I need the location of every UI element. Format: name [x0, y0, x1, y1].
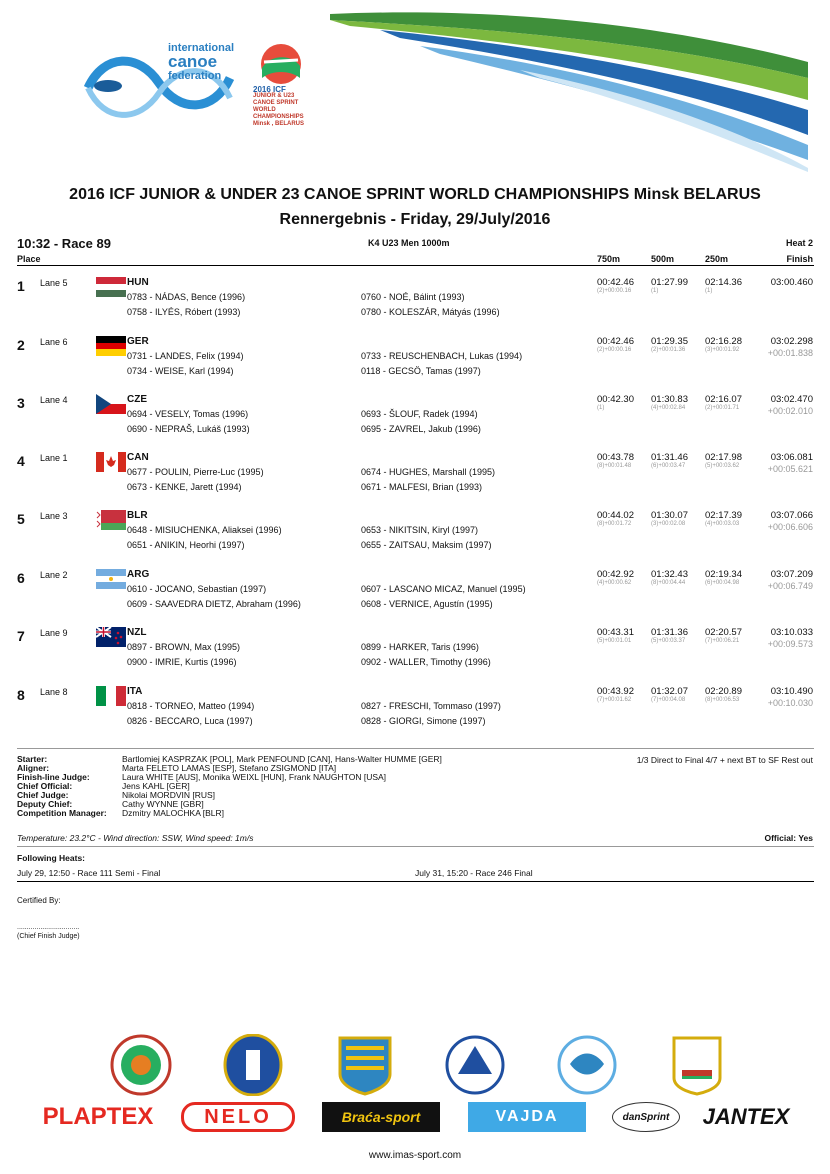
- split-250: 02:17.39: [705, 510, 742, 521]
- finish-time: 03:00.460: [770, 277, 813, 288]
- ger-flag-icon: [96, 336, 126, 356]
- sponsor-seal-5-icon: [556, 1034, 618, 1096]
- split-250: 02:20.57: [705, 627, 742, 638]
- split-250-gap: (4)+00:03.03: [705, 521, 740, 527]
- blr-flag-icon: [96, 510, 126, 530]
- crew-member: 0693 - ŠLOUF, Radek (1994): [361, 409, 478, 419]
- official-role-label: Chief Judge:: [17, 790, 69, 800]
- split-500-gap: (7)+00:04.08: [651, 697, 686, 703]
- finish-gap: +00:02.010: [767, 406, 813, 416]
- sponsor-braca-logo: Braća-sport: [322, 1102, 440, 1132]
- col-place: Place: [17, 254, 41, 264]
- split-500: 01:30.07: [651, 510, 688, 521]
- crew-member: 0607 - LASCANO MICAZ, Manuel (1995): [361, 584, 526, 594]
- certified-label: Certified By:: [17, 896, 61, 905]
- result-row: [0, 627, 830, 685]
- following-divider: [17, 881, 814, 882]
- split-500-gap: (8)+00:04.44: [651, 580, 686, 586]
- crew-member: 0673 - KENKE, Jarett (1994): [127, 482, 242, 492]
- finish-gap: +00:05.621: [767, 464, 813, 474]
- sponsor-seal-3-icon: [334, 1034, 396, 1096]
- place-number: 3: [17, 395, 25, 411]
- split-500-gap: (5)+00:03.37: [651, 638, 686, 644]
- nation-code: ITA: [127, 686, 143, 697]
- split-750-gap: (8)+00:01.48: [597, 463, 632, 469]
- finish-gap: +00:09.573: [767, 639, 813, 649]
- split-500-gap: (3)+00:02.08: [651, 521, 686, 527]
- split-750: 00:42.92: [597, 569, 634, 580]
- crew-member: 0694 - VESELY, Tomas (1996): [127, 409, 249, 419]
- ita-flag-icon: [96, 686, 126, 706]
- col-250: 250m: [705, 254, 729, 264]
- official-names: Jens KAHL [GER]: [122, 781, 190, 791]
- sponsor-dansprint-logo: danSprint: [612, 1102, 680, 1132]
- sponsor-seal-6-icon: [666, 1034, 728, 1096]
- lane-label: Lane 6: [40, 337, 68, 347]
- split-500: 01:30.83: [651, 394, 688, 405]
- following-heat-2: July 31, 15:20 - Race 246 Final: [415, 868, 533, 878]
- split-750: 00:42.46: [597, 277, 634, 288]
- crew-member: 0828 - GIORGI, Simone (1997): [361, 716, 486, 726]
- nzl-flag-icon: [96, 627, 126, 647]
- finish-time: 03:10.033: [770, 627, 813, 638]
- nation-code: GER: [127, 336, 149, 347]
- split-250: 02:19.34: [705, 569, 742, 580]
- split-250: 02:16.07: [705, 394, 742, 405]
- split-500-gap: (4)+00:02.84: [651, 405, 686, 411]
- official-names: Marta FELETO LAMAS [ESP], Stefano ZSIGMOND [ITA]: [122, 763, 337, 773]
- result-row: [0, 394, 830, 452]
- crew-member: 0608 - VERNICE, Agustín (1995): [361, 599, 493, 609]
- crew-member: 0783 - NÁDAS, Bence (1996): [127, 292, 246, 302]
- official-role-label: Competition Manager:: [17, 808, 107, 818]
- sponsor-vajda-logo: VAJDA: [468, 1102, 586, 1132]
- result-row: [0, 277, 830, 335]
- nation-code: HUN: [127, 277, 149, 288]
- split-750-gap: (2)+00:00.16: [597, 288, 632, 294]
- crew-member: 0655 - ZAITSAU, Maksim (1997): [361, 540, 492, 550]
- place-number: 7: [17, 628, 25, 644]
- split-250: 02:20.89: [705, 686, 742, 697]
- split-500: 01:32.07: [651, 686, 688, 697]
- split-750-gap: (8)+00:01.72: [597, 521, 632, 527]
- crew-member: 0695 - ZAVREL, Jakub (1996): [361, 424, 481, 434]
- icf-logo-text: international canoe federation: [168, 42, 235, 82]
- split-500: 01:27.99: [651, 277, 688, 288]
- official-role-label: Deputy Chief:: [17, 799, 73, 809]
- finish-time: 03:07.209: [770, 569, 813, 580]
- crew-member: 0780 - KOLESZÁR, Mátyás (1996): [361, 307, 500, 317]
- split-750: 00:42.46: [597, 336, 634, 347]
- chief-finish-judge-label: (Chief Finish Judge): [17, 933, 80, 940]
- crew-member: 0610 - JOCANO, Sebastian (1997): [127, 584, 267, 594]
- split-250-gap: (6)+00:04.98: [705, 580, 740, 586]
- split-750: 00:43.31: [597, 627, 634, 638]
- following-heats-label: Following Heats:: [17, 853, 85, 863]
- nation-code: CZE: [127, 394, 147, 405]
- lane-label: Lane 5: [40, 278, 68, 288]
- split-250-gap: (8)+00:06.53: [705, 697, 740, 703]
- split-750: 00:42.30: [597, 394, 634, 405]
- finish-time: 03:02.298: [770, 336, 813, 347]
- official-names: Nikolai MORDVIN [RUS]: [122, 790, 216, 800]
- lane-label: Lane 1: [40, 453, 68, 463]
- header-divider: [17, 265, 814, 266]
- split-750-gap: (7)+00:01.62: [597, 697, 632, 703]
- arg-flag-icon: [96, 569, 126, 589]
- place-number: 2: [17, 337, 25, 353]
- split-750-gap: (1): [597, 405, 605, 411]
- footer-url: www.imas-sport.com: [368, 1150, 462, 1161]
- lane-label: Lane 8: [40, 687, 68, 697]
- finish-gap: +00:06.749: [767, 581, 813, 591]
- race-time: 10:32 - Race 89: [17, 236, 111, 251]
- place-number: 6: [17, 570, 25, 586]
- finish-time: 03:06.081: [770, 452, 813, 463]
- nation-code: ARG: [127, 569, 150, 580]
- crew-member: 0674 - HUGHES, Marshall (1995): [361, 467, 496, 477]
- crew-member: 0734 - WEISE, Karl (1994): [127, 366, 234, 376]
- race-event: K4 U23 Men 1000m: [368, 238, 450, 248]
- crew-member: 0653 - NIKITSIN, Kiryl (1997): [361, 525, 479, 535]
- split-250-gap: (1): [705, 288, 713, 294]
- lane-label: Lane 4: [40, 395, 68, 405]
- official-names: Laura WHITE [AUS], Monika WEIXL [HUN], Frank NAUGHTON [USA]: [122, 772, 387, 782]
- lane-label: Lane 3: [40, 511, 68, 521]
- lane-label: Lane 9: [40, 628, 68, 638]
- col-750: 750m: [597, 254, 621, 264]
- place-number: 1: [17, 278, 25, 294]
- result-row: [0, 510, 830, 568]
- sponsor-jantex-logo: JANTEX: [702, 1104, 790, 1129]
- split-750: 00:44.02: [597, 510, 634, 521]
- crew-member: 0827 - FRESCHI, Tommaso (1997): [361, 701, 501, 711]
- split-750: 00:43.92: [597, 686, 634, 697]
- split-250: 02:14.36: [705, 277, 742, 288]
- result-row: [0, 336, 830, 394]
- crew-member: 0900 - IMRIE, Kurtis (1996): [127, 657, 237, 667]
- nation-code: CAN: [127, 452, 149, 463]
- signature-line: ................................: [17, 924, 80, 931]
- crew-member: 0609 - SAAVEDRA DIETZ, Abraham (1996): [127, 599, 301, 609]
- page-title: 2016 ICF JUNIOR & UNDER 23 CANOE SPRINT WORLD CHAMPIONSHIPS Minsk BELARUS: [69, 186, 761, 203]
- split-500-gap: (6)+00:03.47: [651, 463, 686, 469]
- finish-time: 03:07.066: [770, 510, 813, 521]
- finish-time: 03:02.470: [770, 394, 813, 405]
- official-role-label: Aligner:: [17, 763, 50, 773]
- crew-member: 0902 - WALLER, Timothy (1996): [361, 657, 491, 667]
- official-status: Official: Yes: [764, 833, 813, 843]
- crew-member: 0118 - GECSÖ, Tamas (1997): [361, 366, 481, 376]
- officials-divider: [17, 748, 814, 749]
- split-250-gap: (3)+00:01.92: [705, 347, 740, 353]
- lane-label: Lane 2: [40, 570, 68, 580]
- weather-info: Temperature: 23.2°C - Wind direction: SSW, Wind speed: 1m/s: [17, 833, 254, 843]
- event-logo-text: 2016 ICF JUNIOR & U23 CANOE SPRINT WORLD CHAMPIONSHIPS Minsk , BELARUS: [253, 85, 305, 127]
- split-250: 02:16.28: [705, 336, 742, 347]
- sponsor-nelo-logo: NELO: [181, 1102, 295, 1132]
- crew-member: 0677 - POULIN, Pierre-Luc (1995): [127, 467, 264, 477]
- split-250-gap: (2)+00:01.71: [705, 405, 740, 411]
- split-750-gap: (5)+00:01.01: [597, 638, 632, 644]
- can-flag-icon: [96, 452, 126, 472]
- crew-member: 0648 - MISIUCHENKA, Aliaksei (1996): [127, 525, 282, 535]
- crew-member: 0671 - MALFESI, Brian (1993): [361, 482, 483, 492]
- col-500: 500m: [651, 254, 675, 264]
- nation-code: BLR: [127, 510, 148, 521]
- finish-gap: +00:10.030: [767, 698, 813, 708]
- official-role-label: Chief Official:: [17, 781, 73, 791]
- finish-gap: +00:01.838: [767, 348, 813, 358]
- split-750-gap: (2)+00:00.16: [597, 347, 632, 353]
- official-role-label: Finish-line Judge:: [17, 772, 90, 782]
- split-750: 00:43.78: [597, 452, 634, 463]
- split-250-gap: (5)+00:03.62: [705, 463, 740, 469]
- sponsor-seal-1-icon: [110, 1034, 172, 1096]
- crew-member: 0760 - NOÉ, Bálint (1993): [361, 292, 465, 302]
- result-row: [0, 686, 830, 744]
- official-role-label: Starter:: [17, 754, 48, 764]
- sponsor-seal-4-icon: [444, 1034, 506, 1096]
- sponsor-plaptex-logo: PLAPTEX: [42, 1103, 154, 1130]
- split-500: 01:31.46: [651, 452, 688, 463]
- split-500-gap: (2)+00:01.36: [651, 347, 686, 353]
- place-number: 8: [17, 687, 25, 703]
- following-heat-1: July 29, 12:50 - Race 111 Semi - Final: [17, 868, 161, 878]
- official-names: Cathy WYNNE [GBR]: [122, 799, 204, 809]
- crew-member: 0818 - TORNEO, Matteo (1994): [127, 701, 255, 711]
- split-500-gap: (1): [651, 288, 659, 294]
- finish-time: 03:10.490: [770, 686, 813, 697]
- heat-label: Heat 2: [785, 238, 813, 248]
- crew-member: 0826 - BECCARO, Luca (1997): [127, 716, 253, 726]
- official-names: Dzmitry MALOCHKA [BLR]: [122, 808, 225, 818]
- page-subtitle: Rennergebnis - Friday, 29/July/2016: [279, 211, 551, 228]
- cze-flag-icon: [96, 394, 126, 414]
- crew-member: 0897 - BROWN, Max (1995): [127, 642, 241, 652]
- official-names: Bartlomiej KASPRZAK [POL], Mark PENFOUND [CAN], Hans-Walter HUMME [GER]: [122, 754, 442, 764]
- crew-member: 0733 - REUSCHENBACH, Lukas (1994): [361, 351, 523, 361]
- result-row: [0, 569, 830, 627]
- progression-rule: 1/3 Direct to Final 4/7 + next BT to SF Rest out: [636, 755, 813, 765]
- crew-member: 0651 - ANIKIN, Heorhi (1997): [127, 540, 245, 550]
- crew-member: 0731 - LANDES, Felix (1994): [127, 351, 244, 361]
- split-250: 02:17.98: [705, 452, 742, 463]
- col-finish: Finish: [786, 254, 813, 264]
- crew-member: 0758 - ILYÉS, Róbert (1993): [127, 307, 241, 317]
- sponsor-seal-2-icon: [222, 1034, 284, 1096]
- split-750-gap: (4)+00:00.62: [597, 580, 632, 586]
- weather-divider: [17, 846, 814, 847]
- place-number: 5: [17, 511, 25, 527]
- place-number: 4: [17, 453, 25, 469]
- result-row: [0, 452, 830, 510]
- split-500: 01:29.35: [651, 336, 688, 347]
- split-250-gap: (7)+00:06.21: [705, 638, 740, 644]
- hun-flag-icon: [96, 277, 126, 297]
- finish-gap: +00:06.606: [767, 522, 813, 532]
- nation-code: NZL: [127, 627, 147, 638]
- split-500: 01:31.36: [651, 627, 688, 638]
- crew-member: 0899 - HARKER, Taris (1996): [361, 642, 479, 652]
- split-500: 01:32.43: [651, 569, 688, 580]
- crew-member: 0690 - NEPRAŠ, Lukáš (1993): [127, 424, 250, 434]
